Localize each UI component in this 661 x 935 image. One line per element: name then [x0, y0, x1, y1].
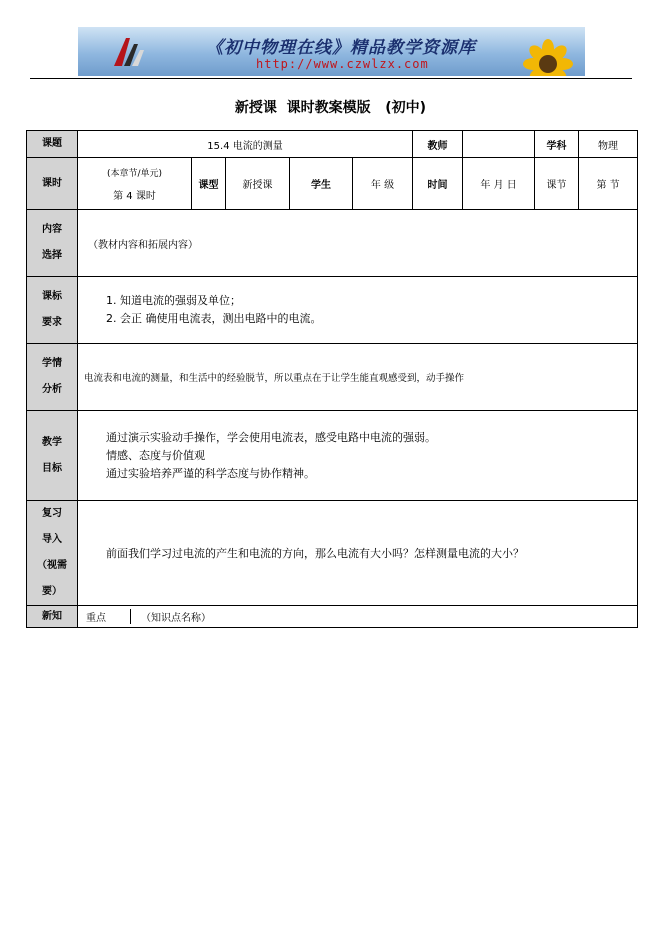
teacher-value[interactable] — [463, 131, 535, 158]
site-logo-icon — [108, 32, 148, 72]
goals-line-2: 情感、态度与价值观 — [106, 448, 205, 462]
student-label: 学生 — [290, 158, 353, 210]
row-topic — [27, 131, 638, 158]
subject-value[interactable]: 物理 — [579, 131, 638, 158]
row-standard — [27, 277, 638, 344]
row-analysis — [27, 344, 638, 411]
teacher-label: 教师 — [413, 131, 463, 158]
new-label: 新知 — [27, 606, 78, 628]
type-label: 课型 — [192, 158, 226, 210]
topic-label: 课题 — [27, 131, 78, 158]
analysis-text[interactable]: 电流表和电流的测量，和生活中的经验脱节，所以重点在于让学生能直观感受到，动手操作 — [78, 344, 638, 411]
section-label: 课节 — [535, 158, 579, 210]
goals-line-1: 通过演示实验动手操作，学会使用电流表，感受电路中电流的强弱。 — [106, 430, 436, 444]
standard-line-1: 1. 知道电流的强弱及单位； — [106, 294, 241, 307]
goals-text[interactable] — [78, 411, 638, 501]
key-label: 重点 — [78, 609, 131, 624]
row-new — [27, 606, 638, 628]
subject-label: 学科 — [535, 131, 579, 158]
sunflower-icon — [518, 39, 578, 76]
section-value[interactable]: 第 节 — [579, 158, 638, 210]
standard-line-2: 2. 会正 确使用电流表，测出电路中的电流。 — [106, 312, 322, 325]
review-label: 复习 导入 （视需 要） — [27, 501, 78, 606]
row-goals — [27, 411, 638, 501]
content-text[interactable]: （教材内容和拓展内容） — [78, 210, 638, 277]
review-text[interactable]: 前面我们学习过电流的产生和电流的方向，那么电流有大小吗？怎样测量电流的大小？ — [78, 501, 638, 606]
header-rule — [30, 78, 632, 79]
period-label: 课时 — [27, 158, 78, 210]
header-banner — [78, 27, 585, 76]
row-period — [27, 158, 638, 210]
date-value[interactable]: 年 月 日 — [463, 158, 535, 210]
page-title: 新授课 课时教案模版 (初中) — [234, 100, 427, 116]
goals-label: 教学 目标 — [27, 411, 78, 501]
banner-url[interactable]: http://www.czwlzx.com — [256, 57, 429, 71]
type-value[interactable]: 新授课 — [226, 158, 290, 210]
lesson-plan-table — [26, 130, 638, 628]
grade-value[interactable]: 年 级 — [353, 158, 413, 210]
row-content — [27, 210, 638, 277]
time-label: 时间 — [413, 158, 463, 210]
period-value[interactable]: 第 4 课时 — [113, 190, 156, 202]
key-value[interactable]: （知识点名称） — [141, 613, 211, 624]
goals-line-3: 通过实验培养严谨的科学态度与协作精神。 — [106, 466, 315, 480]
row-review — [27, 501, 638, 606]
standard-label: 课标 要求 — [27, 277, 78, 344]
standard-text[interactable] — [78, 277, 638, 344]
topic-value[interactable]: 15.4 电流的测量 — [78, 131, 413, 158]
analysis-label: 学情 分析 — [27, 344, 78, 411]
banner-title: 《初中物理在线》精品教学资源库 — [206, 38, 476, 58]
content-label: 内容 选择 — [27, 210, 78, 277]
period-note: (本章节/单元) — [106, 168, 163, 179]
